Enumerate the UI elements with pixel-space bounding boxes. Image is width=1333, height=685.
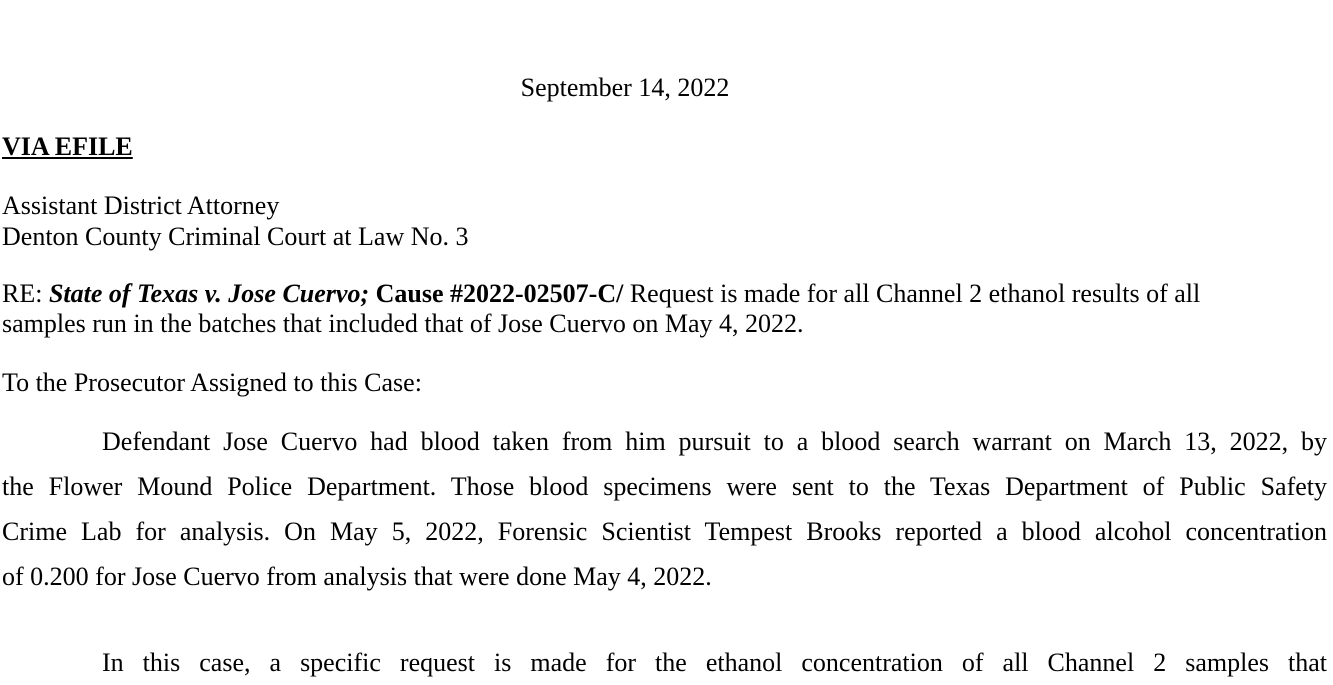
cause-number: Cause #2022-02507-C/	[375, 279, 624, 308]
body-paragraph-2	[2, 640, 1327, 685]
paragraph-2-line-1: In this case, a specific request is made for the ethanol concentration of all Channel 2 samples that	[102, 648, 1327, 677]
salutation: To the Prosecutor Assigned to this Case:	[2, 368, 422, 397]
recipient-line-2: Denton County Criminal Court at Law No. 3	[2, 222, 469, 251]
paragraph-1-line-4: of 0.200 for Jose Cuervo from analysis that were done May 4, 2022.	[2, 562, 712, 591]
recipient-block	[2, 190, 469, 252]
paragraph-1-line-1: Defendant Jose Cuervo had blood taken from him pursuit to a blood search warrant on March 13, 2022, by	[102, 427, 1327, 456]
re-line-2: samples run in the batches that included that of Jose Cuervo on May 4, 2022.	[2, 309, 804, 338]
delivery-method: VIA EFILE	[2, 132, 133, 161]
paragraph-1-line-3: Crime Lab for analysis. On May 5, 2022, Forensic Scientist Tempest Brooks reported a blood alcohol concentration	[2, 517, 1327, 546]
paragraph-1-line-2: the Flower Mound Police Department. Those blood specimens were sent to the Texas Department of Public Safety	[2, 472, 1327, 501]
body-paragraph-1	[2, 419, 1327, 599]
recipient-line-1: Assistant District Attorney	[2, 191, 280, 220]
request-text-1: Request is made for all Channel 2 ethanol results of all	[629, 279, 1201, 308]
re-prefix: RE:	[2, 279, 43, 308]
re-line-1	[2, 279, 1327, 309]
case-style: State of Texas v. Jose Cuervo;	[48, 279, 370, 308]
re-line	[2, 279, 1327, 339]
letter-date: September 14, 2022	[520, 73, 730, 102]
